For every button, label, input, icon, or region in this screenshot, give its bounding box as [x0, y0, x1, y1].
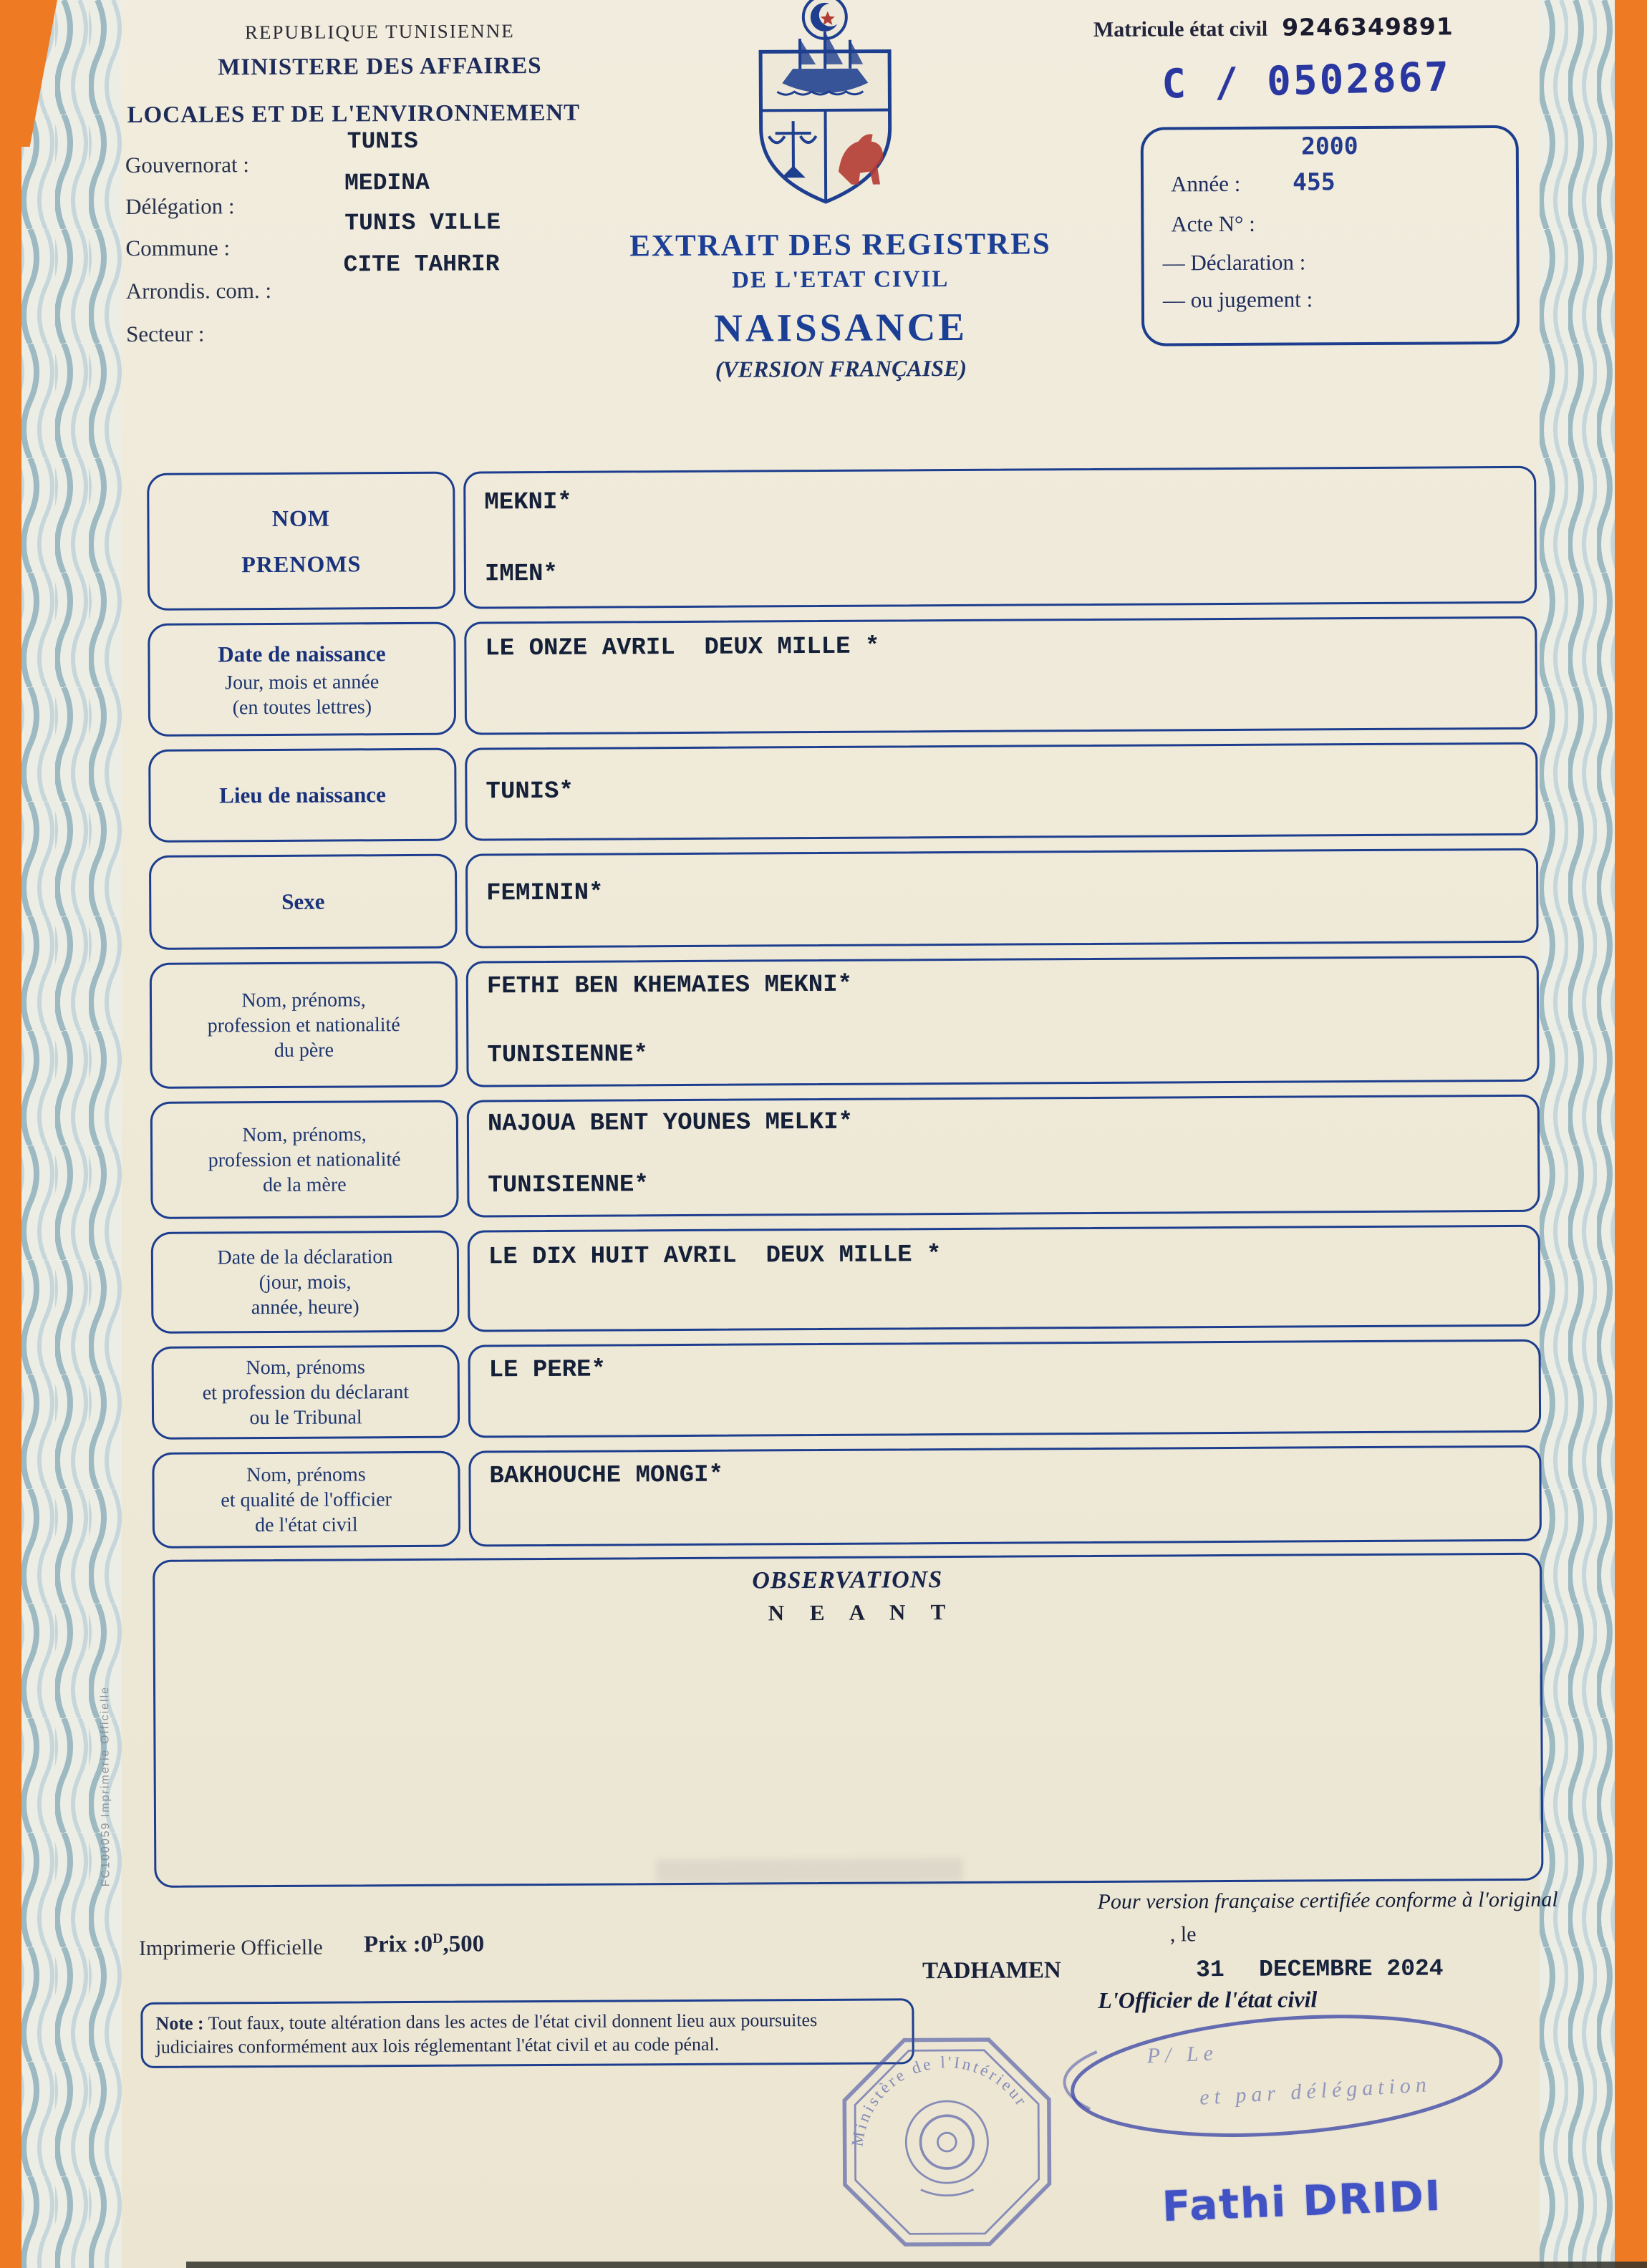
field-value-pere: [466, 956, 1540, 1087]
declarant-value: LE PERE*: [488, 1356, 607, 1385]
matricule-label: Matricule état civil: [1093, 16, 1268, 42]
delegation-value: MEDINA: [344, 169, 430, 197]
signature-oval-scribble: [1046, 2000, 1534, 2156]
title-etat-civil: DE L'ETAT CIVIL: [732, 266, 950, 294]
title-naissance: NAISSANCE: [714, 304, 968, 350]
label-line: de l'état civil: [255, 1513, 358, 1536]
form-row-officier: [152, 1445, 1542, 1549]
tunisia-coat-of-arms-icon: [743, 0, 909, 211]
form-row-sexe: [149, 848, 1539, 950]
nom-value: MEKNI*: [484, 488, 572, 517]
form-row-declarant: [152, 1339, 1542, 1440]
mere-nationalite-value: TUNISIENNE*: [488, 1171, 649, 1200]
observations-title: OBSERVATIONS: [752, 1566, 943, 1594]
price-line: [364, 1930, 484, 1958]
commune-label: Commune :: [125, 235, 231, 261]
certificate-paper: [21, 0, 1615, 2268]
label-line: PRENOMS: [241, 551, 362, 578]
label-line: année, heure): [251, 1295, 359, 1319]
prenoms-value: IMEN*: [484, 560, 559, 588]
date-day: 31: [1196, 1957, 1225, 1984]
le-label: , le: [1169, 1922, 1197, 1947]
observations-value: N E A N T: [768, 1599, 956, 1626]
annee-label: Année :: [1170, 170, 1241, 197]
officier-value: BAKHOUCHE MONGI*: [489, 1461, 724, 1491]
republic-heading: REPUBLIQUE TUNISIENNE: [244, 20, 515, 44]
label-line: Nom, prénoms,: [241, 988, 366, 1012]
certified-conform-line: Pour version française certifiée conforme à l'original: [1097, 1887, 1558, 1914]
sexe-value: FEMININ*: [486, 879, 604, 908]
note-label: Note :: [155, 2012, 204, 2034]
scan-bottom-edge: [186, 2262, 1647, 2268]
acte-number-box: [1141, 125, 1520, 346]
delegation-label: Délégation :: [125, 193, 235, 220]
acte-number-value: 455: [1292, 168, 1336, 196]
acte-label: Acte N° :: [1171, 210, 1255, 237]
field-value-declarant: [468, 1339, 1542, 1438]
field-label-declarant: [152, 1345, 460, 1440]
field-label-sexe: [149, 854, 458, 950]
field-label-date-naissance: [148, 622, 456, 737]
stamp-text: Ministère de l'Intérieur: [847, 2052, 1033, 2148]
date-declaration-value: LE DIX HUIT AVRIL DEUX MILLE *: [488, 1241, 942, 1271]
label-line: et qualité de l'officier: [221, 1488, 392, 1511]
printer-name: Imprimerie Officielle: [138, 1935, 323, 1960]
civil-status-form: [147, 466, 1543, 1888]
note-body: Tout faux, toute altération dans les actes de l'état civil donnent lieu aux poursuites judiciaires conformément aux lois réglementant l'état civil et au code pénal.: [155, 2010, 818, 2058]
year-handwritten: 2000: [1300, 132, 1358, 160]
form-row-nom-prenoms: [147, 466, 1537, 611]
label-line: profession et nationalité: [208, 1148, 401, 1171]
field-value-mere: [467, 1095, 1540, 1218]
label-line: de la mère: [262, 1173, 347, 1196]
interior-ministry-stamp: [810, 2016, 1083, 2268]
form-row-date-declaration: [151, 1225, 1541, 1334]
title-extrait: EXTRAIT DES REGISTRES: [629, 227, 1051, 263]
label-line: NOM: [271, 505, 331, 531]
label-line: du père: [274, 1039, 334, 1062]
form-row-lieu-naissance: [148, 742, 1538, 843]
field-label-date-declaration: [151, 1231, 460, 1334]
certificate-content: [16, 0, 1621, 2268]
label-line: Jour, mois et année: [225, 671, 380, 694]
pere-nationalite-value: TUNISIENNE*: [487, 1041, 648, 1070]
arrondissement-label: Arrondis. com. :: [125, 277, 272, 304]
label-line: ou le Tribunal: [249, 1405, 362, 1429]
lieu-naissance-value: TUNIS*: [486, 777, 574, 806]
label-line: Nom, prénoms,: [242, 1123, 367, 1146]
label-line: et profession du déclarant: [202, 1380, 410, 1405]
mere-nom-value: NAJOUA BENT YOUNES MELKI*: [487, 1108, 854, 1138]
field-label-pere: [150, 961, 458, 1089]
field-label-lieu-naissance: [148, 748, 457, 843]
matricule-value: 9246349891: [1282, 12, 1454, 42]
ministry-line-1: MINISTERE DES AFFAIRES: [218, 53, 542, 81]
label-line: profession et nationalité: [207, 1013, 400, 1037]
printer-reference-vertical: FC100059 Imprimerie Officielle: [99, 1685, 112, 1887]
field-value-date-naissance: [464, 616, 1537, 735]
field-value-sexe: [465, 848, 1539, 949]
field-value-officier: [468, 1445, 1542, 1547]
matricule-row: [1093, 12, 1454, 42]
label-line: Nom, prénoms: [246, 1355, 365, 1379]
label-line: Nom, prénoms: [246, 1463, 366, 1486]
price-suffix: ,500: [443, 1931, 485, 1957]
secteur-label: Secteur :: [126, 321, 205, 347]
arrondissement-value: CITE TAHRIR: [343, 251, 500, 278]
form-row-date-naissance: [148, 616, 1537, 737]
jugement-label: — ou jugement :: [1162, 286, 1313, 313]
field-value-date-declaration: [468, 1225, 1541, 1332]
field-value-lieu-naissance: [465, 742, 1538, 841]
bleed-through-smudge: [655, 1858, 963, 1884]
legal-note-box: [140, 1998, 914, 2068]
price-prefix: Prix :0: [363, 1931, 433, 1958]
svg-text:Ministère de l'Intérieur: [847, 2052, 1033, 2148]
field-label-mere: [150, 1100, 459, 1219]
field-label-officier: [152, 1451, 460, 1549]
delegation-line-1: P/ Le: [1146, 2041, 1219, 2068]
date-month-year: DECEMBRE 2024: [1259, 1955, 1444, 1983]
pere-nom-value: FETHI BEN KHEMAIES MEKNI*: [486, 971, 853, 1001]
officer-signature-name: Fathi DRIDI: [1161, 2171, 1443, 2231]
label-line: (en toutes lettres): [232, 696, 372, 719]
price-sup: D: [433, 1930, 443, 1947]
place-name: TADHAMEN: [922, 1957, 1061, 1984]
document-title-block: [604, 226, 1077, 383]
form-row-pere: [150, 956, 1540, 1089]
title-version: (VERSION FRANÇAISE): [715, 354, 967, 382]
date-naissance-value: LE ONZE AVRIL DEUX MILLE *: [485, 633, 880, 663]
label-line: Date de naissance: [218, 641, 386, 667]
serial-number-handwritten: C / 0502867: [1161, 54, 1452, 108]
form-row-mere: [150, 1095, 1540, 1219]
label-line: Lieu de naissance: [219, 782, 386, 808]
field-label-nom-prenoms: [147, 472, 455, 611]
label-line: (jour, mois,: [259, 1270, 352, 1294]
field-value-nom-prenoms: [463, 466, 1537, 609]
declaration-label: — Déclaration :: [1162, 249, 1306, 276]
officer-title: L'Officier de l'état civil: [1098, 1986, 1318, 2013]
label-line: Date de la déclaration: [217, 1245, 393, 1269]
ministry-line-2: LOCALES ET DE L'ENVIRONNEMENT: [127, 100, 581, 129]
delegation-line-2: et par délégation: [1199, 2073, 1432, 2110]
observations-box: [153, 1553, 1543, 1888]
gouvernorat-label: Gouvernorat :: [125, 152, 250, 178]
gouvernorat-value: TUNIS: [347, 127, 418, 155]
label-line: Sexe: [281, 888, 325, 914]
commune-value: TUNIS VILLE: [344, 209, 501, 237]
